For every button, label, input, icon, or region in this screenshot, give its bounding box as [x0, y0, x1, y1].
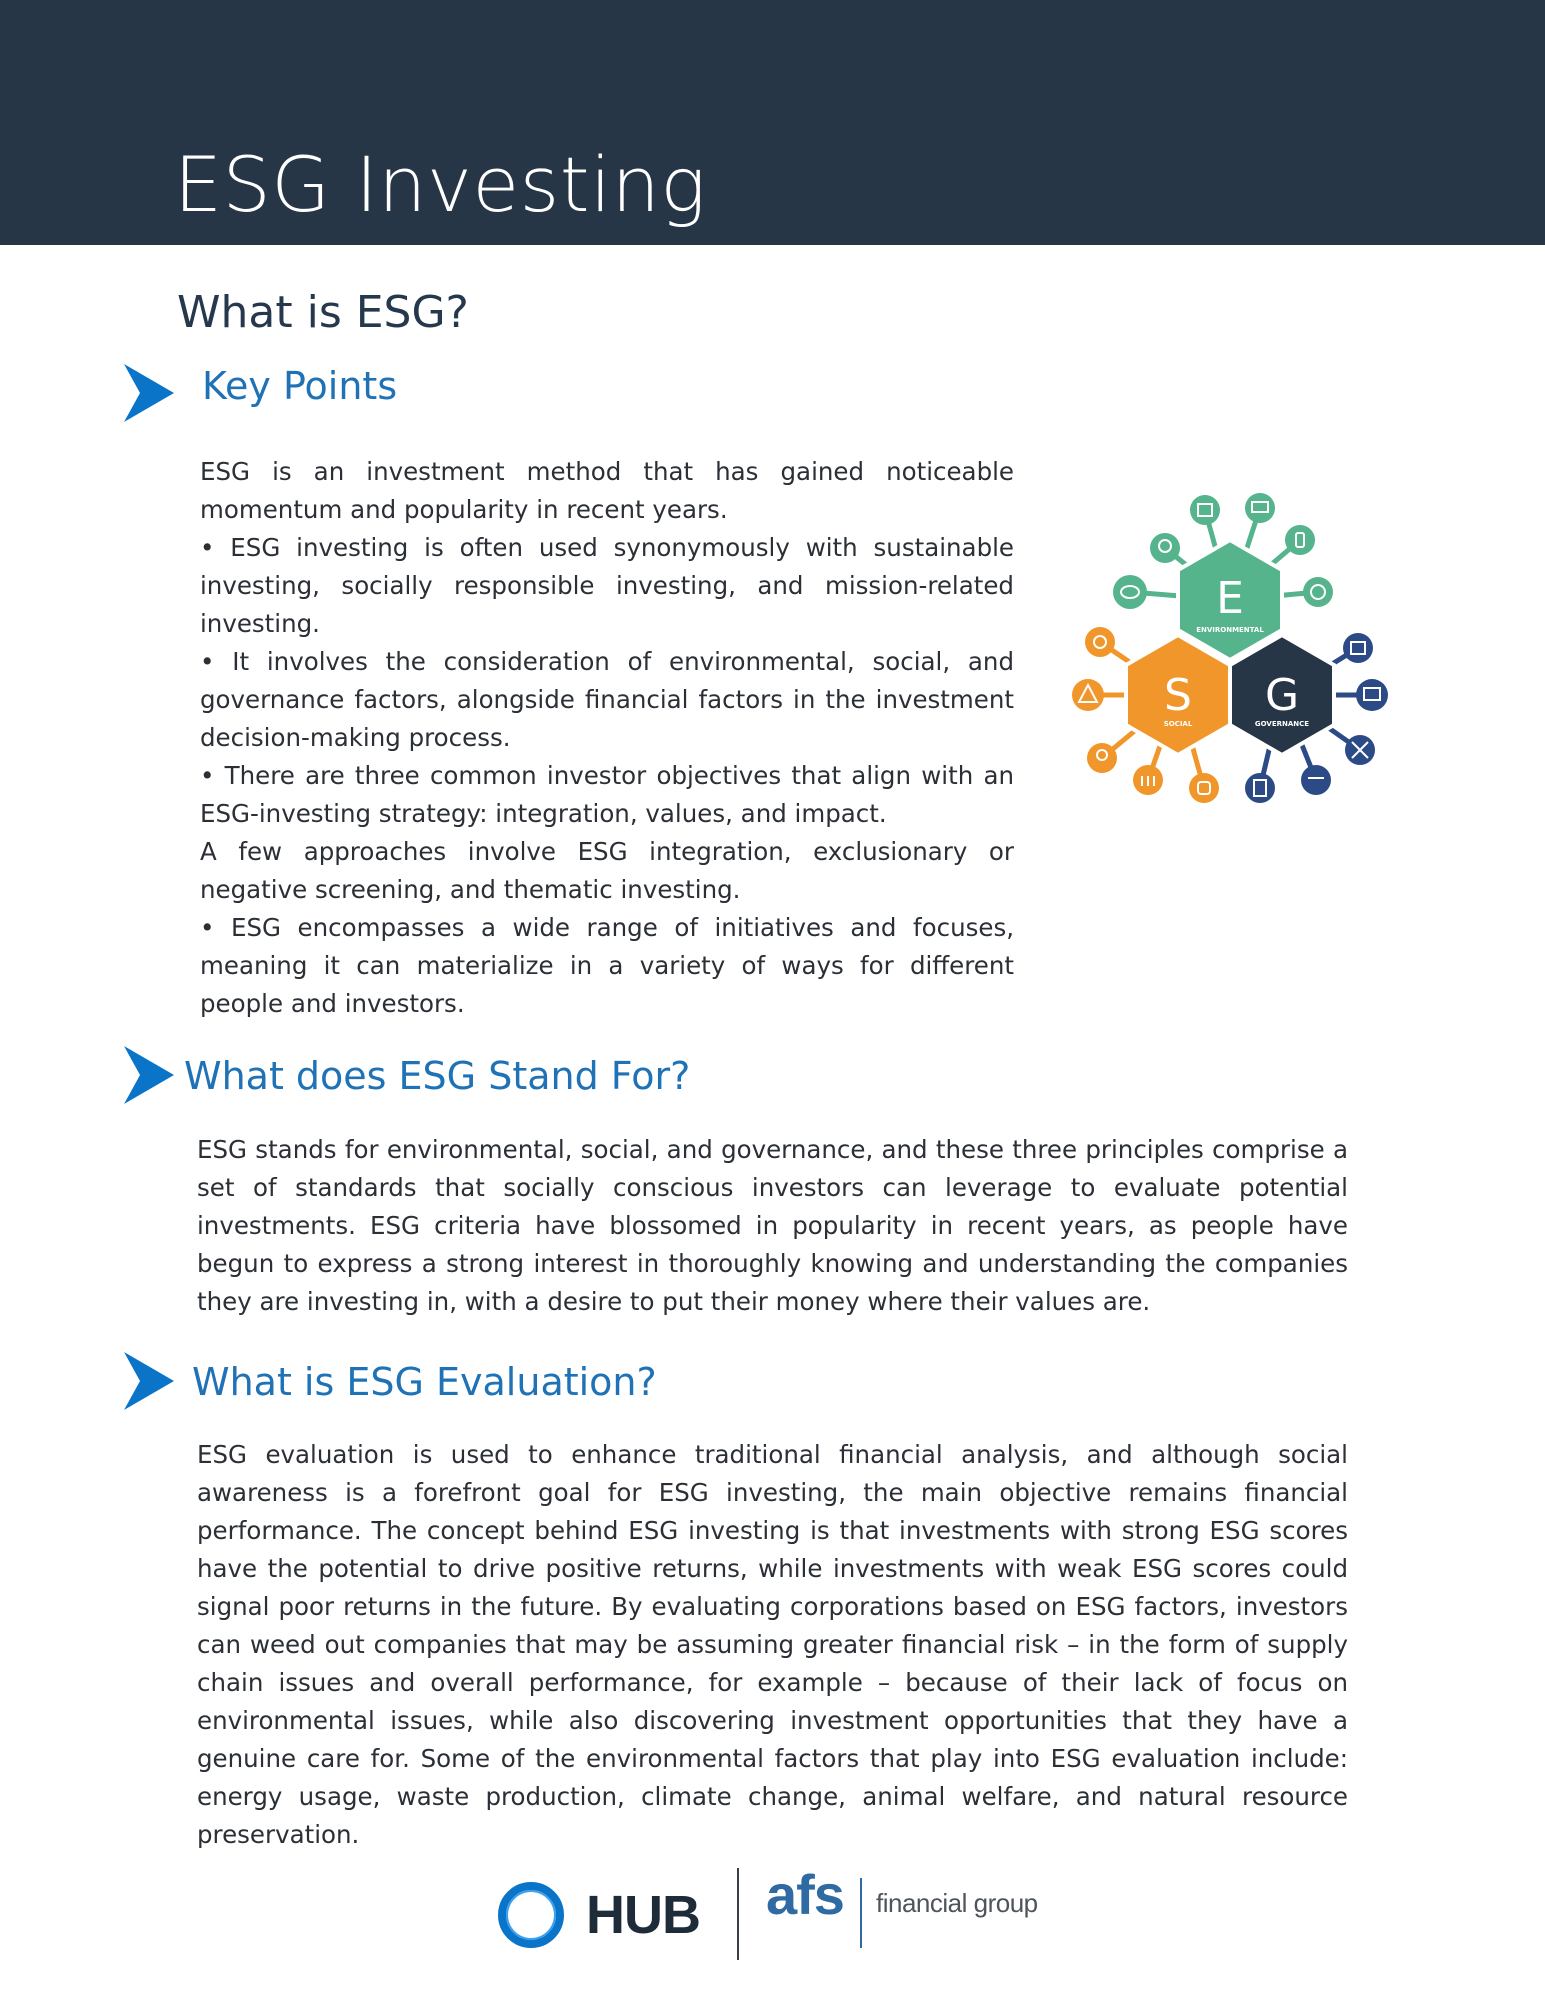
key-point-item: • It involves the consideration of environmental, social, and governance factors, alongside financial factors in the investment decision-making process.	[200, 647, 1014, 752]
e-letter: E	[1216, 573, 1244, 624]
afs-tagline: financial group	[876, 1888, 1038, 1918]
chevron-arrow-icon	[124, 1352, 174, 1410]
stand-for-title: What does ESG Stand For?	[184, 1054, 691, 1098]
lightbulb-icon	[1150, 533, 1180, 563]
afs-logo-text: afs	[766, 1863, 844, 1926]
esg-hexagon-graphic	[1060, 480, 1400, 820]
scales-icon	[1301, 765, 1331, 795]
intro-heading: What is ESG?	[177, 287, 469, 338]
hub-logo	[498, 1882, 738, 1952]
key-points-title: Key Points	[202, 364, 398, 408]
s-letter: S	[1164, 670, 1192, 721]
logo-divider	[737, 1868, 739, 1960]
person-icon	[1087, 743, 1117, 773]
evaluation-title: What is ESG Evaluation?	[192, 1360, 657, 1404]
hub-ring-icon	[498, 1882, 564, 1948]
g-label: GOVERNANCE	[1254, 720, 1310, 728]
fist-icon	[1189, 773, 1219, 803]
presentation-icon	[1356, 679, 1388, 711]
header-band	[0, 0, 1545, 245]
chevron-arrow-icon	[124, 364, 174, 422]
chevron-arrow-icon	[124, 1046, 174, 1104]
co2-cloud-icon	[1113, 575, 1147, 609]
stand-for-body: ESG stands for environmental, social, and governance, and these three principles comprise a set of standards that socially conscious investors can leverage to evaluate potential investments. ESG criteria have blossomed in popularity in recent years, as people have begun to express a strong interest in thoroughly knowing and understanding the companies they are investing in, with a desire to put their money where their values are.	[197, 1135, 1348, 1316]
globe-icon	[1303, 577, 1333, 607]
evaluation-body: ESG evaluation is used to enhance traditional financial analysis, and although social awareness is a forefront goal for ESG investing, the main objective remains financial performance. The concept behind ESG investing is that investments with strong ESG scores have the potential to drive positive returns, while investments with weak ESG scores could signal poor returns in the future. By evaluating corporations based on ESG factors, investors can weed out companies that may be assuming greater financial risk – in the form of supply chain issues and overall performance, for example – because of their lack of focus on environmental issues, while also discovering investment opportunities that they have a genuine care for. Some of the environmental factors that play into ESG evaluation include: energy usage, waste production, climate change, animal welfare, and natural resource preservation.	[197, 1440, 1348, 1849]
key-point-item: • ESG encompasses a wide range of initiatives and focuses, meaning it can materialize in a variety of ways for different people and investors.	[200, 913, 1014, 1018]
e-label: ENVIRONMENTAL	[1196, 626, 1264, 634]
key-point-item: • There are three common investor objectives that align with an ESG-investing strategy: integration, values, and impact.	[200, 761, 1014, 828]
footer-logos	[0, 1860, 1545, 1960]
key-point-item: • ESG investing is often used synonymously with sustainable investing, socially responsible investing, and mission-related investing.	[200, 533, 1014, 638]
key-point-item: ESG is an investment method that has gained noticeable momentum and popularity in recent years.	[200, 457, 1014, 524]
key-point-item: A few approaches involve ESG integration, exclusionary or negative screening, and thematic investing.	[200, 837, 1014, 904]
bank-icon	[1343, 633, 1373, 663]
recycle-icon	[1190, 495, 1220, 525]
solar-panel-icon	[1245, 493, 1275, 523]
g-letter: G	[1264, 670, 1300, 721]
settings-person-icon	[1085, 627, 1115, 657]
bottle-icon	[1285, 525, 1315, 555]
calculator-icon	[1245, 773, 1275, 803]
page-title: ESG Investing	[174, 140, 707, 229]
key-points-body	[200, 453, 1014, 1023]
afs-divider	[860, 1878, 862, 1948]
s-label: SOCIAL	[1163, 720, 1193, 728]
hub-logo-text: HUB	[586, 1885, 700, 1945]
